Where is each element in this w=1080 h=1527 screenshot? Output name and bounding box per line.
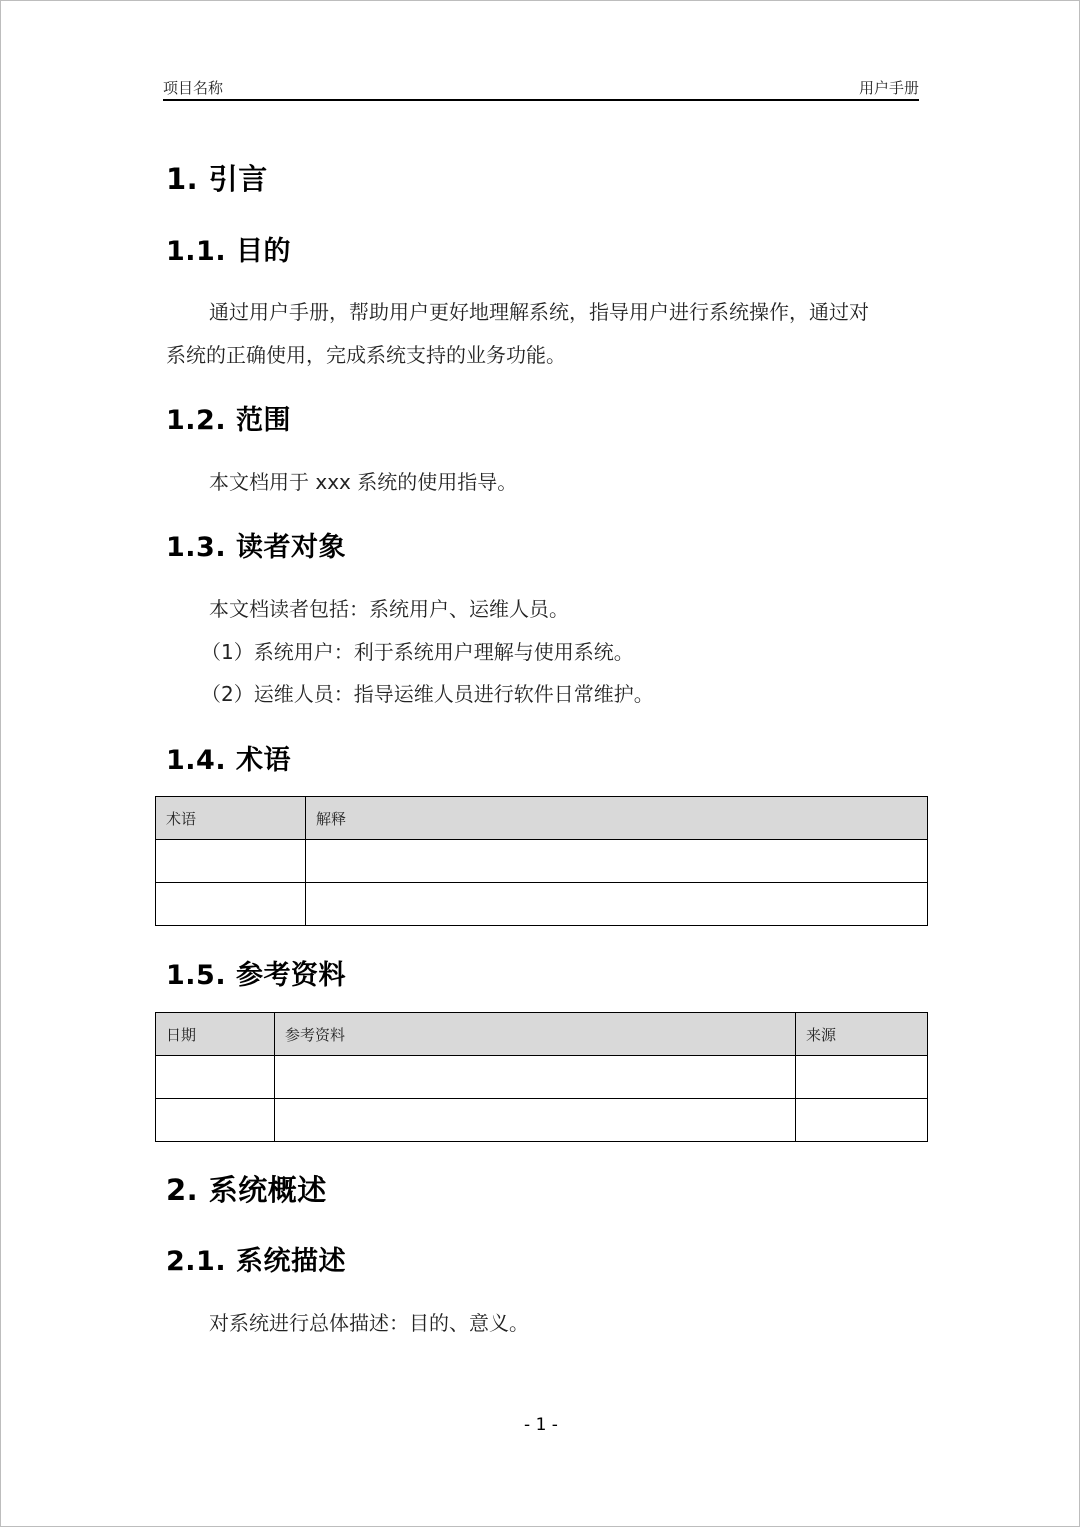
table-row (156, 1056, 928, 1099)
table-row (156, 883, 928, 926)
heading-introduction: 1. 引言 (166, 162, 268, 196)
heading-purpose: 1.1. 目的 (166, 236, 291, 267)
heading-scope: 1.2. 范围 (166, 405, 291, 436)
header-divider (163, 99, 919, 101)
heading-system-overview: 2. 系统概述 (166, 1173, 327, 1207)
refs-header-date: 日期 (156, 1013, 275, 1056)
heading-system-description: 2.1. 系统描述 (166, 1246, 346, 1277)
scope-paragraph: 本文档用于 xxx 系统的使用指导。 (209, 470, 518, 494)
audience-item-users: （1）系统用户：利于系统用户理解与使用系统。 (201, 640, 634, 664)
refs-header-source: 来源 (796, 1013, 928, 1056)
table-cell (796, 1099, 928, 1142)
header-project-name: 项目名称 (163, 79, 224, 97)
table-cell (156, 1056, 275, 1099)
table-cell (275, 1056, 796, 1099)
table-cell (306, 883, 928, 926)
audience-item-ops: （2）运维人员：指导运维人员进行软件日常维护。 (201, 682, 654, 706)
heading-audience: 1.3. 读者对象 (166, 532, 346, 563)
audience-paragraph: 本文档读者包括：系统用户、运维人员。 (209, 597, 569, 621)
refs-header-reference: 参考资料 (275, 1013, 796, 1056)
table-cell (156, 1099, 275, 1142)
terms-header-explanation: 解释 (306, 797, 928, 840)
table-row (156, 1099, 928, 1142)
table-row (156, 840, 928, 883)
table-cell (306, 840, 928, 883)
table-cell (156, 840, 306, 883)
terms-table (155, 796, 928, 926)
heading-references: 1.5. 参考资料 (166, 960, 346, 991)
references-table (155, 1012, 928, 1142)
table-cell (275, 1099, 796, 1142)
purpose-paragraph-line2: 系统的正确使用，完成系统支持的业务功能。 (166, 343, 566, 367)
terms-header-term: 术语 (156, 797, 306, 840)
header-doc-type: 用户手册 (858, 79, 919, 97)
heading-terms: 1.4. 术语 (166, 745, 291, 776)
table-cell (796, 1056, 928, 1099)
system-description-paragraph: 对系统进行总体描述：目的、意义。 (209, 1311, 529, 1335)
table-cell (156, 883, 306, 926)
purpose-paragraph-line1: 通过用户手册，帮助用户更好地理解系统，指导用户进行系统操作，通过对 (209, 300, 869, 324)
page-number: - 1 - (524, 1415, 558, 1435)
